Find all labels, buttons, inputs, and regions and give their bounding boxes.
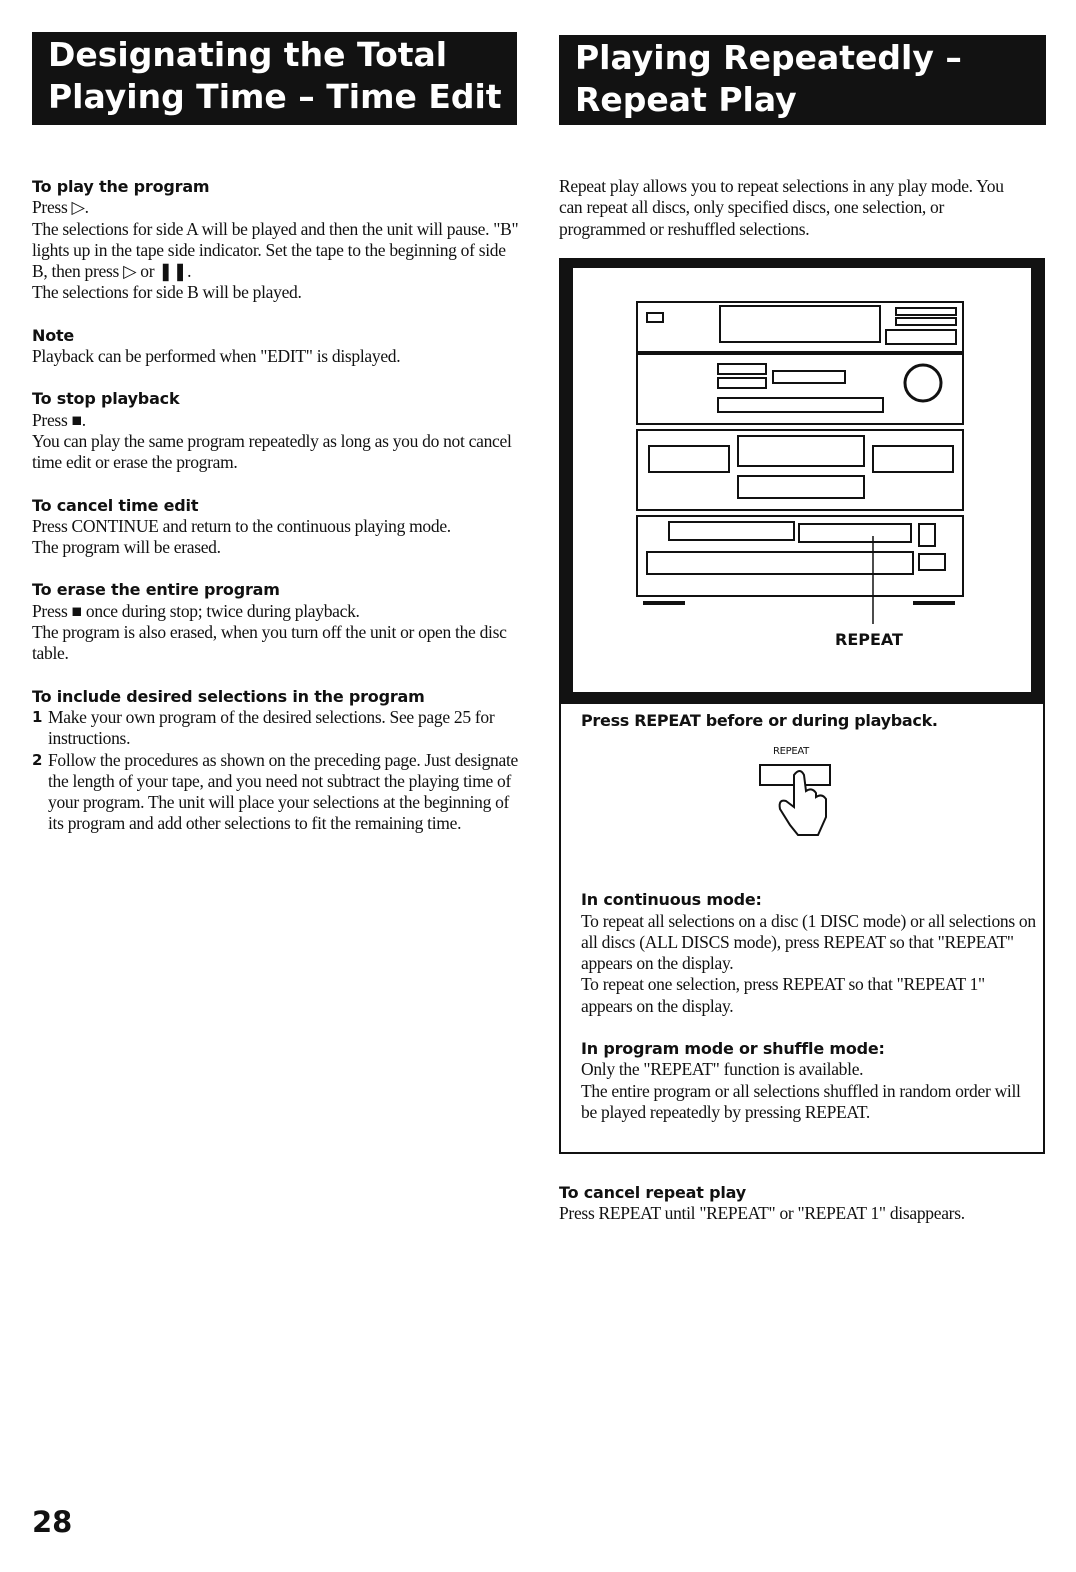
step-item [32,707,522,750]
section-stop-playback [32,388,522,473]
section-title: To play the program [32,177,210,196]
paragraph: Playback can be performed when "EDIT" is displayed. [32,346,401,367]
left-column [32,176,522,856]
step-text: Make your own program of the desired selections. See page 25 for instructions. [48,706,495,749]
paragraph: Press CONTINUE and return to the continuous playing mode. [32,515,451,536]
left-header-line1: Designating the Total [48,35,448,74]
paragraph: Press ■ once during stop; twice during playback. [32,600,360,621]
paragraph: Press REPEAT until "REPEAT" or "REPEAT 1" disappears. [559,1203,965,1224]
right-section-header [559,35,1046,125]
stereo-unit-drawing [573,268,1031,692]
paragraph: Press ■. [32,409,86,430]
section-title: In program mode or shuffle mode: [581,1039,885,1059]
section-erase-program [32,579,522,664]
section-title: To include desired selections in the program [32,686,425,706]
paragraph: To repeat all selections on a disc (1 DISC mode) or all selections on all discs (ALL DISCS mode), press REPEAT so that "REPEAT" appears on the display. [581,910,1036,974]
paragraph: The program is also erased, when you turn off the unit or open the disc table. [32,622,507,664]
section-play-program [32,176,522,304]
box-body [581,710,1036,1144]
repeat-instruction-box [559,258,1045,1154]
section-cancel-repeat [559,1182,1039,1225]
page-number: 28 [32,1505,73,1539]
section-include-selections [32,686,522,835]
section-program-mode [581,1038,1036,1123]
section-continuous-mode [581,889,1036,1017]
paragraph: Only the "REPEAT" function is available. [581,1059,864,1080]
repeat-button-illustration [581,731,1036,881]
paragraph: You can play the same program repeatedly as long as you do not cancel time edit or erase the program. [32,430,512,473]
figure-frame [561,260,1043,704]
repeat-intro-paragraph: Repeat play allows you to repeat selections in any play mode. You can repeat all discs, only specified discs, one selection, or programmed or reshuffled selections. [559,176,1004,239]
step-number: 2 [32,750,43,769]
step-text: Follow the procedures as shown on the preceding page. Just designate the length of your tape, and you need not subtract the playing time of your program. The unit will place your selections at the beginning of its program and add other selections to fit the remaining time. [48,749,518,834]
step-number: 1 [32,707,43,726]
section-title: To cancel time edit [32,495,199,515]
paragraph: Press ▷. [32,197,89,218]
hand-pressing-button-icon [756,751,846,871]
section-note [32,325,522,368]
section-title: In continuous mode: [581,890,762,910]
paragraph: The program will be erased. [32,537,221,558]
repeat-button-caption: REPEAT [773,746,809,758]
paragraph: To repeat one selection, press REPEAT so that "REPEAT 1" appears on the display. [581,974,985,1016]
section-title: Note [32,325,75,345]
paragraph: The selections for side B will be played. [32,282,302,303]
section-title: To cancel repeat play [559,1183,746,1202]
press-repeat-heading: Press REPEAT before or during playback. [581,711,938,730]
section-title: To stop playback [32,389,180,409]
stereo-system-illustration [573,268,1031,692]
right-header-line2: Repeat Play [575,80,797,119]
right-header-line1: Playing Repeatedly – [575,38,962,77]
left-header-line2: Playing Time – Time Edit [48,77,502,116]
paragraph: The selections for side A will be played and then the unit will pause. "B" lights up in the tape side indicator. Set the tape to the beginning of side B, then press ▷ or ❚❚. [32,218,519,282]
section-cancel-time-edit [32,495,522,559]
repeat-callout-label: REPEAT [835,630,903,649]
step-item [32,750,522,835]
section-title: To erase the entire program [32,580,280,600]
left-section-header [32,32,517,125]
paragraph: The entire program or all selections shuffled in random order will be played repeatedly by pressing REPEAT. [581,1080,1021,1122]
